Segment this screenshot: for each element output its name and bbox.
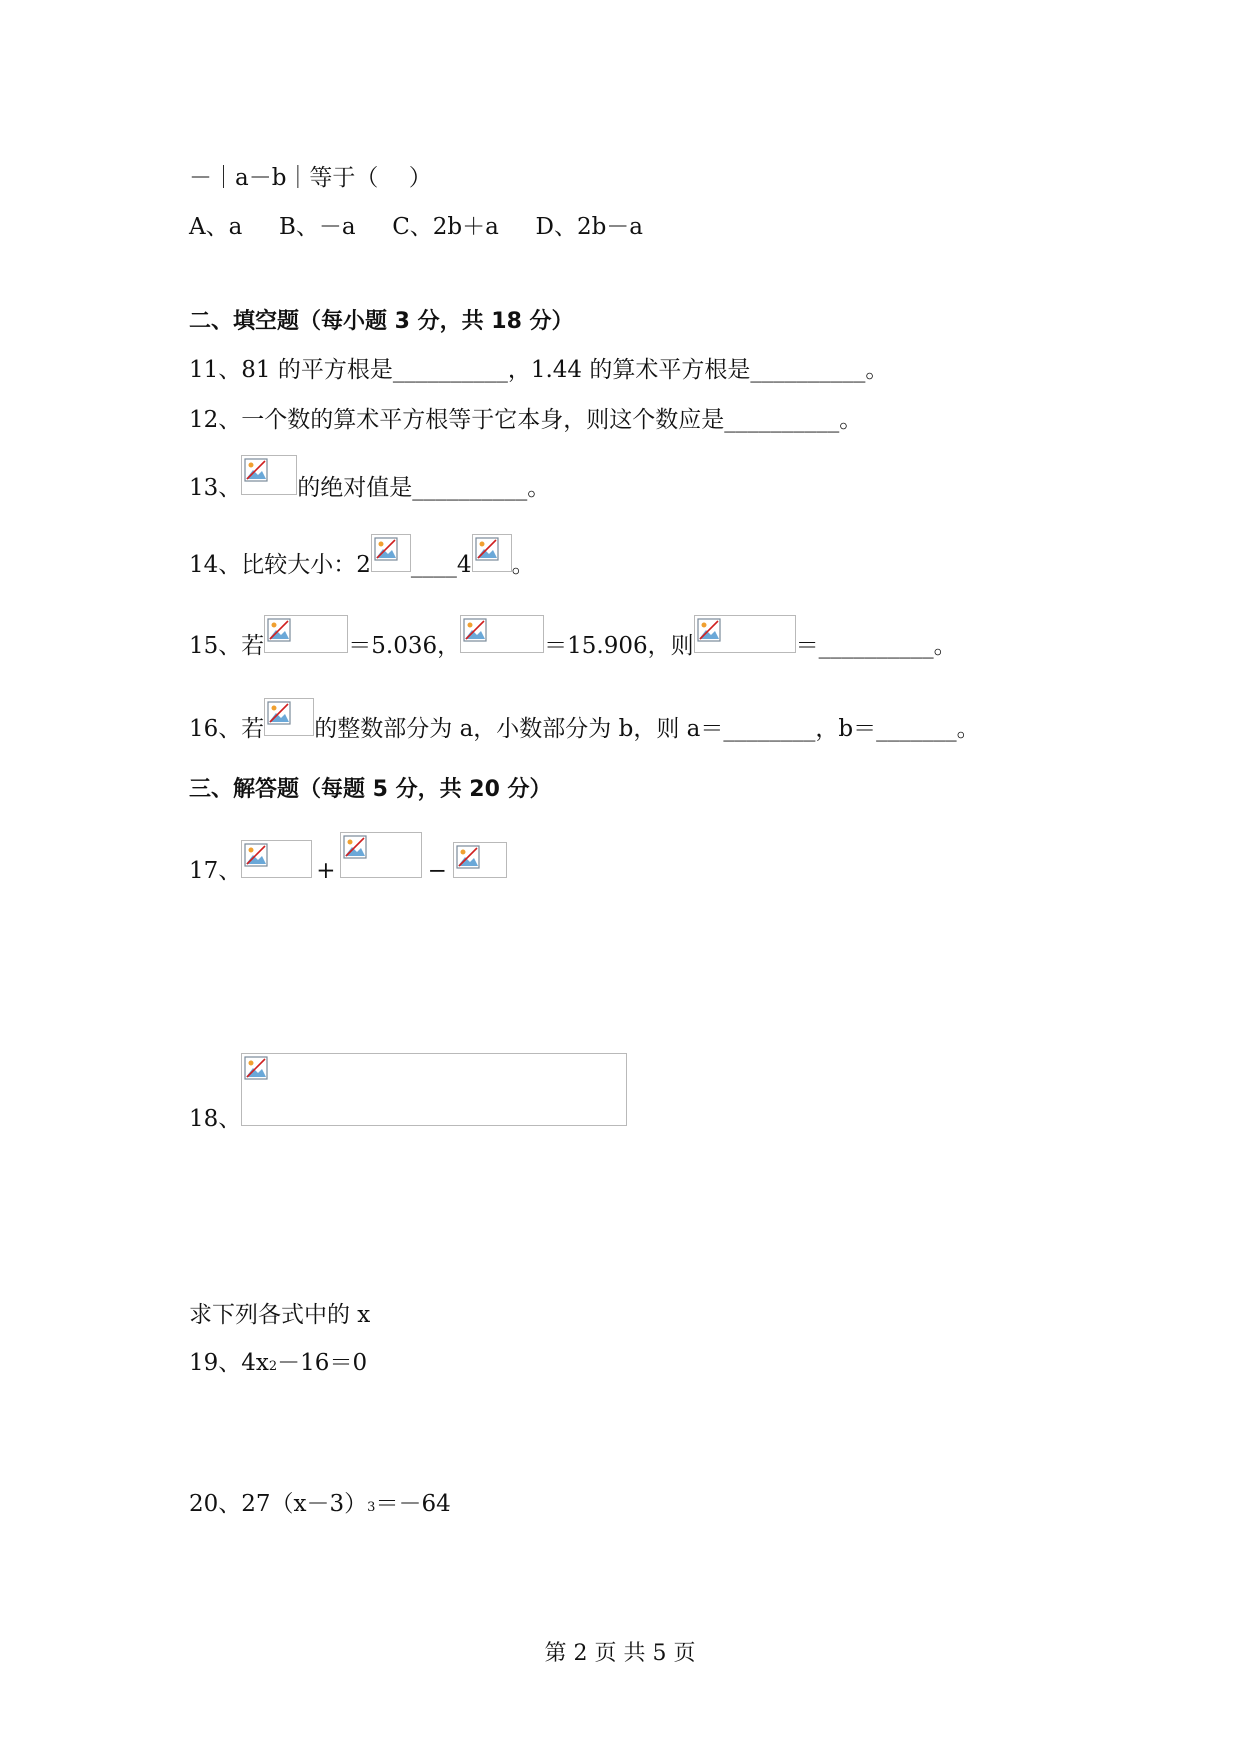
broken-image-icon [241,1053,627,1126]
broken-image-icon [472,534,512,572]
question-20: 20、27（x－3）3＝－64 [189,1491,451,1517]
question-11: 11、81 的平方根是__________，1.44 的算术平方根是__________。 [189,357,889,383]
question-13: 13、 的绝对值是__________。 [189,455,550,503]
broken-image-icon [371,534,411,572]
section-3-heading: 三、解答题（每题 5 分，共 20 分） [189,777,552,802]
q10-options [189,212,643,242]
option-c: C、2b＋a [392,214,499,240]
broken-image-icon [241,840,312,878]
question-19: 19、4x2－16＝0 [189,1350,368,1376]
question-17: 17、 + − [189,832,507,886]
question-15: 15、若 ＝5.036， ＝15.906，则 ＝__________。 [189,615,957,661]
question-16: 16、若 的整数部分为 a，小数部分为 b，则 a＝________，b＝_______。 [189,698,980,744]
broken-image-icon [340,832,422,878]
option-a: A、a [189,214,243,240]
q10-tail: －｜a－b｜等于（ ） [189,165,432,191]
option-b: B、－a [278,214,356,240]
page-footer: 第 2 页 共 5 页 [544,1641,696,1666]
section-2-heading: 二、填空题（每小题 3 分，共 18 分） [189,309,574,334]
broken-image-icon [694,615,796,653]
broken-image-icon [453,842,507,878]
question-18: 18、 [189,1053,627,1134]
broken-image-icon [264,615,348,653]
option-d: D、2b－a [535,214,644,240]
broken-image-icon [241,455,297,495]
broken-image-icon [264,698,314,736]
question-14: 14、比较大小：2 ____4 。 [189,534,535,580]
solve-instruction: 求下列各式中的 x [189,1302,371,1328]
broken-image-icon [460,615,544,653]
question-12: 12、一个数的算术平方根等于它本身，则这个数应是__________。 [189,407,863,433]
